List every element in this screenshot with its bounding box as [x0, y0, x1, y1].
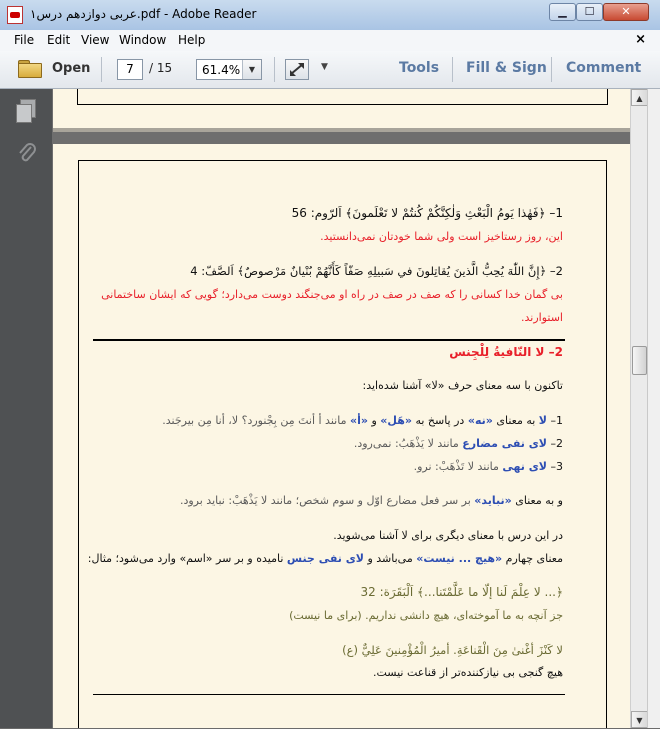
- menu-view[interactable]: View: [81, 33, 110, 47]
- menu-window[interactable]: Window: [119, 33, 167, 47]
- open-folder-icon[interactable]: [18, 60, 42, 77]
- meaning-3: 3– لای نهی مانند لا تَذْهَبْ: نرو.: [413, 460, 563, 473]
- previous-page: [53, 89, 630, 132]
- toolbar-separator: [551, 57, 552, 82]
- expand-icon: [286, 60, 308, 79]
- right-pane-edge: [647, 89, 660, 728]
- minimize-button[interactable]: ▁: [549, 3, 576, 21]
- close-window-button[interactable]: ✕: [603, 3, 649, 21]
- meaning-2: 2– لای نفی مضارع مانند لا يَذْهَبُ: نمی‌رود.: [353, 437, 563, 450]
- intro-text: تاکنون با سه معنای حرف «لا» آشنا شده‌اید:: [362, 379, 563, 392]
- page-number-input[interactable]: 7: [117, 59, 143, 80]
- page-total: / 15: [149, 61, 173, 75]
- section-divider: [93, 339, 565, 341]
- verse-2: 2– ﴿إِنَّ اللّٰهَ يُحِبُّ الَّذينَ يُقاتِلونَ في سَبيلِهِ صَفّاً كَأَنَّهُمْ بُنْيانٌ مَرْصوصٌ﴾ اَلصَّفّ: 4: [190, 264, 563, 278]
- must-not-note: و به معنای «نباید» بر سر فعل مضارع اوّل و سوم شخص؛ مانند لا يَذْهَبْ: نباید برود.: [179, 494, 563, 507]
- open-button[interactable]: Open: [52, 61, 91, 76]
- toolbar: [0, 51, 660, 89]
- adobe-reader-icon: [7, 6, 23, 24]
- vertical-scrollbar[interactable]: [630, 89, 648, 728]
- bottom-divider: [93, 694, 565, 695]
- attachments-icon[interactable]: [16, 141, 38, 165]
- window-title: عربی دوازدهم درس۱.pdf - Adobe Reader: [30, 7, 257, 21]
- current-page: [53, 144, 630, 728]
- menu-edit[interactable]: Edit: [47, 33, 71, 47]
- zoom-value: 61.4%: [202, 63, 241, 77]
- chevron-down-icon[interactable]: ▼: [242, 60, 261, 79]
- verse-1: 1– ﴿فَهٰذا يَومُ الْبَعْثِ وَلٰكِنَّكُمْ كُنتُمْ لا تَعْلَمونَ﴾ اَلرّوم: 56: [291, 206, 563, 220]
- toolbar-separator: [101, 57, 102, 82]
- example-2-translation: هیچ گنجی بی نیازکننده‌تر از قناعت نیست.: [373, 666, 563, 679]
- tools-pane-button[interactable]: Tools: [399, 60, 440, 76]
- scroll-down-button[interactable]: ▼: [631, 711, 648, 728]
- zoom-select[interactable]: [196, 59, 262, 80]
- menu-bar: [0, 30, 660, 52]
- verse-2-translation: بی گمان خدا کسانی را که صف در صف در راه او می‌جنگند دوست می‌دارد؛ گویی که ایشان ساختمانی: [101, 288, 563, 301]
- page-thumbnails-icon[interactable]: [16, 99, 38, 123]
- close-document-icon[interactable]: ×: [635, 32, 646, 47]
- example-2: لا كَنْزَ أغْنىٰ مِنَ الْقَناعَةِ. أميرُ الْمُؤْمِنينَ عَلِيٌّ (ع): [342, 643, 563, 657]
- options-dropdown[interactable]: ▼: [321, 62, 328, 72]
- menu-file[interactable]: File: [14, 33, 35, 47]
- fourth-meaning: معنای چهارم «هیچ ... نیست» می‌باشد و لای نفی جنس نامیده و بر سر «اسم» وارد می‌شود؛ مثال:: [87, 552, 563, 565]
- document-viewport[interactable]: [52, 89, 630, 728]
- toolbar-separator: [452, 57, 453, 82]
- full-screen-button[interactable]: [285, 59, 309, 80]
- meaning-1: 1– لا به معنای «نه» در پاسخ به «هَل» و «أ» مانند أ أنتَ مِن بِجْنورد؟ لا، أنا مِن بيرجَند.: [162, 414, 563, 427]
- title-bar: [0, 0, 660, 31]
- scrollbar-thumb[interactable]: [632, 346, 647, 375]
- section-heading: 2– لا النّافيةُ لِلْجِنس: [449, 345, 563, 359]
- verse-2-translation-cont: استوارند.: [521, 311, 563, 324]
- toolbar-separator: [274, 57, 275, 82]
- menu-help[interactable]: Help: [178, 33, 206, 47]
- page-border: [77, 89, 608, 105]
- new-meaning-text: در این درس با معنای دیگری برای لا آشنا می‌شوید.: [333, 529, 563, 542]
- comment-pane-button[interactable]: Comment: [566, 60, 642, 76]
- scroll-up-button[interactable]: ▲: [631, 89, 648, 106]
- example-1: ﴿... لا عِلْمَ لَنا إلّا ما عَلَّمْتَنا...﴾ اَلْبَقَرَة: 32: [360, 585, 563, 599]
- verse-1-translation: این، روز رستاخیز است ولی شما خودتان نمی‌دانستید.: [320, 230, 563, 243]
- maximize-button[interactable]: ☐: [576, 3, 603, 21]
- example-1-translation: جز آنچه به ما آموخته‌ای، هیچ دانشی نداریم. (برای ما نیست): [289, 609, 563, 622]
- fill-sign-pane-button[interactable]: Fill & Sign: [466, 60, 547, 76]
- navigation-sidebar: [0, 89, 53, 728]
